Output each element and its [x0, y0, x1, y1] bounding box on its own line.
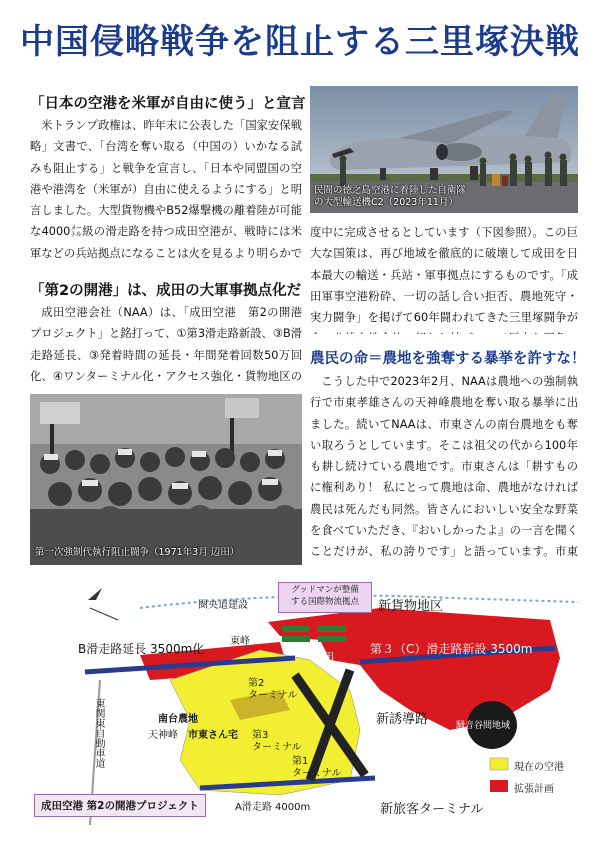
legend-current: 現在の空港 [514, 762, 564, 773]
airport-map [30, 580, 578, 825]
section3-text [310, 371, 578, 565]
section1-text [30, 115, 302, 265]
section3-heading: 農民の命＝農地を強奪する暴挙を許すな！ [310, 351, 586, 367]
caption-line-2: の大型輸送機C2（2023年11月） [314, 197, 458, 208]
tenjinmine-label: 天神峰 [148, 730, 178, 741]
new-terminal-label: 新旅客ターミナル [380, 802, 484, 817]
section1-heading: 「日本の空港を米軍が自由に使う」と宣言 [30, 96, 306, 112]
term1-label: 第1 ターミナル [292, 756, 342, 779]
protest-photo [30, 394, 302, 565]
airport-map-graphic [30, 580, 578, 825]
ken-road-label: 圏央道建設 [198, 600, 248, 611]
highway-label: 東関東自動車道 [93, 698, 104, 768]
col2-paragraph: 度中に完成させるとしています（下図参照）。この巨大な国策は、再び地域を徹底的に破壊して成田を日本最大の輸送・兵站・軍事拠点にするものです。「成田軍事空港粉砕、一切の話し合い拒否、農地死守・実力闘争」を掲げて60年闘われてきた三里塚闘争が [310, 226, 578, 325]
section3-paragraph: こうした中で2023年2月、NAAは農地への強制執行で市東孝雄さんの天神峰農地を奪い取る暴挙に出ました。続いてNAAは、市東さんの南台農地をも奪い取ろうとしています。そこは祖父の代から100年も耕し続けている農地です。市東さんは「耕すものに権利あり！ 私にとって農地は命、農地がなければ農民は死んだも同然。皆さんにおいしい安全な野菜を食べていただき、『おいしかったよ』の一言を聞くことだけが、私の誇りです」と語っています。市東 [310, 375, 578, 559]
goodman-box: グッドマンが整備 する国際物流拠点 [278, 582, 372, 613]
higashi-label: 東峰 [230, 636, 250, 647]
protest-photo-caption: 第一次強制代執行阻止闘争（1971年3月 辺田） [35, 547, 240, 558]
project-label: 成田空港 第2の開港プロジェクト [34, 794, 206, 817]
aircraft-photo-caption [314, 185, 466, 209]
hishida-label: 菱田 [314, 652, 334, 663]
term2-label: 第2 ターミナル [248, 678, 298, 701]
section1-paragraph: 米トランプ政権は、昨年末に公表した「国家安保戦略」文書で、「台湾を奪い取る（中国の）いかなる試みも阻止する」と戦争を宣言し、「日本や同盟国の空港や港湾を（米軍が）自由に使えるようにする」と明言しました。大型貨物機やB52爆撃機の離着陸が可能な4000㍍級の滑走路を持つ成田空港が、戦時には米軍などの兵站拠点になることは火を見るより明らかで [30, 119, 302, 260]
term3-label: 第3 ターミナル [252, 730, 302, 753]
new-cargo-label: 新貨物地区 [378, 599, 444, 614]
caption-line-1: 民間の徳之島空港に着陸した自衛隊 [314, 185, 467, 196]
minamidai-label: 南台農地 [158, 714, 198, 725]
section2-heading: 「第2の開港」は、成田の大軍事拠点化だ [30, 283, 302, 299]
legend-plan: 拡張計画 [514, 784, 554, 795]
c-runway-label: 第３（C）滑走路新設 3500m [370, 642, 533, 656]
page-title: 中国侵略戦争を阻止する三里塚決戦 [20, 22, 580, 62]
new-road-label: 新誘導路 [376, 712, 429, 727]
b-runway-label: B滑走路延長 3500m化 [78, 642, 205, 656]
protest-image [30, 394, 302, 565]
col2-text [310, 222, 578, 334]
section2-text [30, 302, 302, 388]
section2-paragraph: 成田空港会社（NAA）は、「成田空港 第2の開港プロジェクト」と銘打って、①第3滑走路新設、③B滑走路延長、③発着時間の延長・年間発着回数50万回化、④ワンターミナル化・アクセス強化・貨物地区の [30, 306, 302, 383]
shito-label: 市東さん宅 [188, 730, 238, 741]
a-runway-label: A滑走路 4000m [235, 802, 311, 813]
aircraft-photo [310, 86, 578, 213]
noise-area-label: 騒音谷間地域 [456, 721, 511, 731]
